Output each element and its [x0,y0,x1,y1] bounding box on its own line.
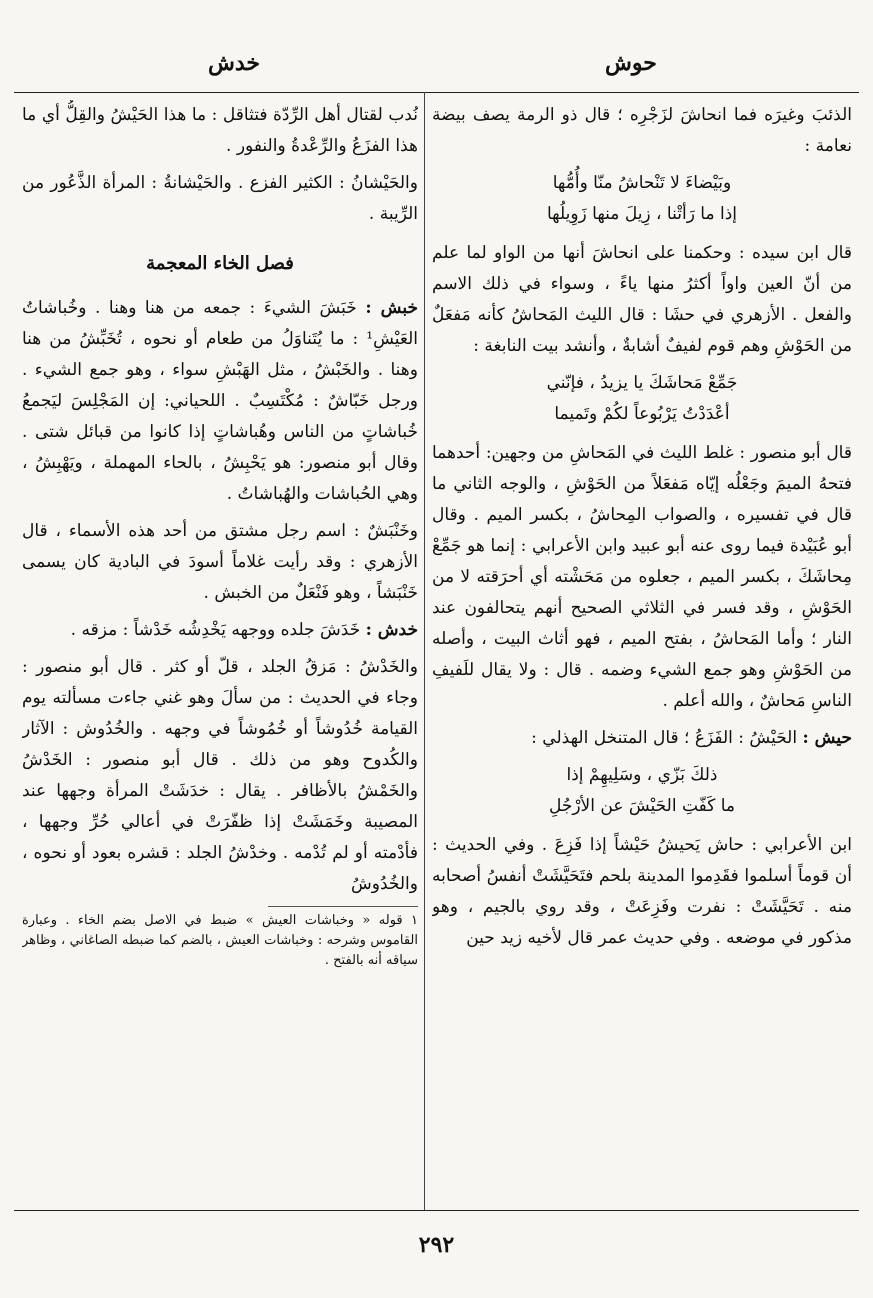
verse-line: إذا ما رَأتْنا ، زِيلَ منها زَوِيلُها [546,204,738,224]
poem-verse [432,168,852,230]
paragraph: قال ابن سيده : وحكمنا على انحاشَ أنها من الواو لما علم من أنّ العين واواً أكثرُ منها ياءً ، وسواء في ذلك الاسم والفعل . الأزهري في حشَا : قال الليث المَحاشُ كأنه مَفعَلٌ من الحَوْشِ وهم قوم لفيفٌ أشابةٌ ، وأنشد بيت النابغة : [432,243,852,356]
header-left-title: خدش [208,50,261,76]
right-column [432,100,852,1208]
bottom-rule [14,1210,859,1211]
paragraph: والحَيْشانُ : الكثير الفزع . والحَيْشانةُ : المرأة الذَّعُور من الرِّيبة . [22,173,418,224]
column-divider [424,92,425,1210]
verse-line: وبَيْضاءَ لا تَنْحاشُ منّا وأُمُّها [552,173,732,193]
head-word: حيش : [802,728,852,748]
poem-verse [432,760,852,822]
footnote-rule [268,906,418,907]
verse-line: ما كَفّتِ الحَيْشَ عن الأرْجُلِ [548,796,736,816]
entry-text: خَدَشَ جلده ووجهه يَخْدِشُه خَدْشاً : مزقه . [70,620,361,640]
head-word: خبش : [365,298,418,318]
entry-text: خَبَشَ الشيءَ : جمعه من هنا وهنا . وخُباشاتُ العَيْشِ¹ : ما يُتَناوَلُ من طعام أو نحوه ، تُخَبِّشُ من هنا وهنا . والخَبْشُ ، مثل الهَبْشِ سواء ، وهو جمع الشيء . ورجل خَبّاشٌ : مُكْتَسِبٌ . اللحياني: إن المَجْلِسَ ليَجمعُ خُباشاتٍ من الناس وهُباشاتٍ إذا كانوا من قبائل شتى . وقال أبو منصور: هو يَحْبِشُ ، بالحاء المهملة ، ويَهْبِشُ ، وهي الحُباشات والهُباشاتُ . [22,298,418,504]
header-right-title: حوش [605,50,657,76]
top-rule [14,92,859,93]
paragraph: نُدب لقتال أهل الرِّدّة فتثاقل : ما هذا الحَيْشُ والقِلُّ أي ما هذا الفزَعُ والرِّعْدةُ والنفور . [22,105,418,156]
page-number: ٢٩٢ [418,1232,455,1258]
paragraph: والخَدْشُ : مَزقُ الجلد ، قلّ أو كثر . قال أبو منصور : وجاء في الحديث : من سألَ وهو غني جاءت مسألته يوم القيامة خُدُوشاً أو خُمُوشاً في وجهه . والخُدُوش : الآثار والكُدوح وهو من ذلك . قال أبو منصور : الخَدْشُ والخَمْشُ بالأظافر . يقال : خدَشَتْ المرأة وجهها عند المصيبة وخَمَشَتْ إذا ظفّرَتْ في أعالي حُرِّ وجهها ، فأدْمته أو لم تُدْمه . وخدْشُ الجلد : قشره بعود أو نحوه ، والخُدُوشُ [22,657,418,894]
left-column [22,100,418,1208]
paragraph: قال أبو منصور : غلط الليث في المَحاشِ من وجهين: أحدهما فتحهُ الميمَ وجَعْلُه إيّاه مَفعَلاً من الحَوْشِ ، والوجه الثاني ما قال في تفسيره ، والصواب المِحاشُ ، بكسر الميم . وقال أبو عُبَيْدة فيما روى عنه أبو عبيد وابن الأعرابي : إنما هو جَمِّعْ مِحاشَكَ ، بكسر الميم ، جعلوه من مَحَشْته أي أحرَقته لا من الحَوْشِ ، وقد فسر في الثلاثي الصحيح أنهم يتحالفون عند النار ؛ وأما المَحاشُ ، بفتح الميم ، فهو أثاث البيت ، وأصله من الحَوْشِ وهو جمع الشيء وضمه . قال : ولا يقال للَفيفِ الناسِ مَحاشٌ ، والله أعلم . [432,443,852,711]
verse-line: جَمِّعْ مَحاشَكَ يا يزيدُ ، فإنّني [546,373,738,393]
footnote: ١ قوله « وخباشات العيش » ضبط في الاصل بضم الخاء . وعبارة القاموس وشرحه : وخباشات العيش ، بالضم كما ضبطه الصاغاني ، وظاهر سياقه أنه بالفتح . [22,913,418,968]
verse-line: ذلكَ بَزّي ، وسَلِيهِمْ إذا [566,765,718,785]
head-word: خدش : [365,620,418,640]
entry-paragraph [22,293,418,510]
poem-verse [432,368,852,430]
paragraph: ابن الأعرابي : حاش يَحيشُ حَيْشاً إذا فَزِعَ . وفي الحديث : أن قوماً أسلموا فقَدِموا المدينة بلحم فتَحَيَّشَتْ أنفسُ أصحابه منه . تَحَيَّشَتْ : نفرت وفَزِعَتْ ، وقد روي بالجيم ، وهو مذكور في موضعه . وفي حديث عمر قال لأخيه زيد حين [432,835,852,948]
entry-text: الحَيْشُ : الفَزَعُ ؛ قال المتنخل الهذلي : [531,728,798,748]
verse-line: أعْدَدْتُ يَرْبُوعاً لكُمْ وتَميما [554,404,730,424]
section-title: فصل الخاء المعجمة [146,253,294,274]
entry-paragraph [432,723,852,754]
entry-paragraph [22,615,418,646]
paragraph: وخَنْبَشٌ : اسم رجل مشتق من أحد هذه الأسماء ، قال الأزهري : وقد رأيت غلاماً أسودَ في البادية كان يسمى خَنْبَشاً ، وهو فَنْعَلٌ من الخبش . [22,521,418,603]
paragraph: الذئبَ وغيرَه فما انحاشَ لزَجْرِه ؛ قال ذو الرمة يصف بيضة نعامة : [432,105,852,156]
